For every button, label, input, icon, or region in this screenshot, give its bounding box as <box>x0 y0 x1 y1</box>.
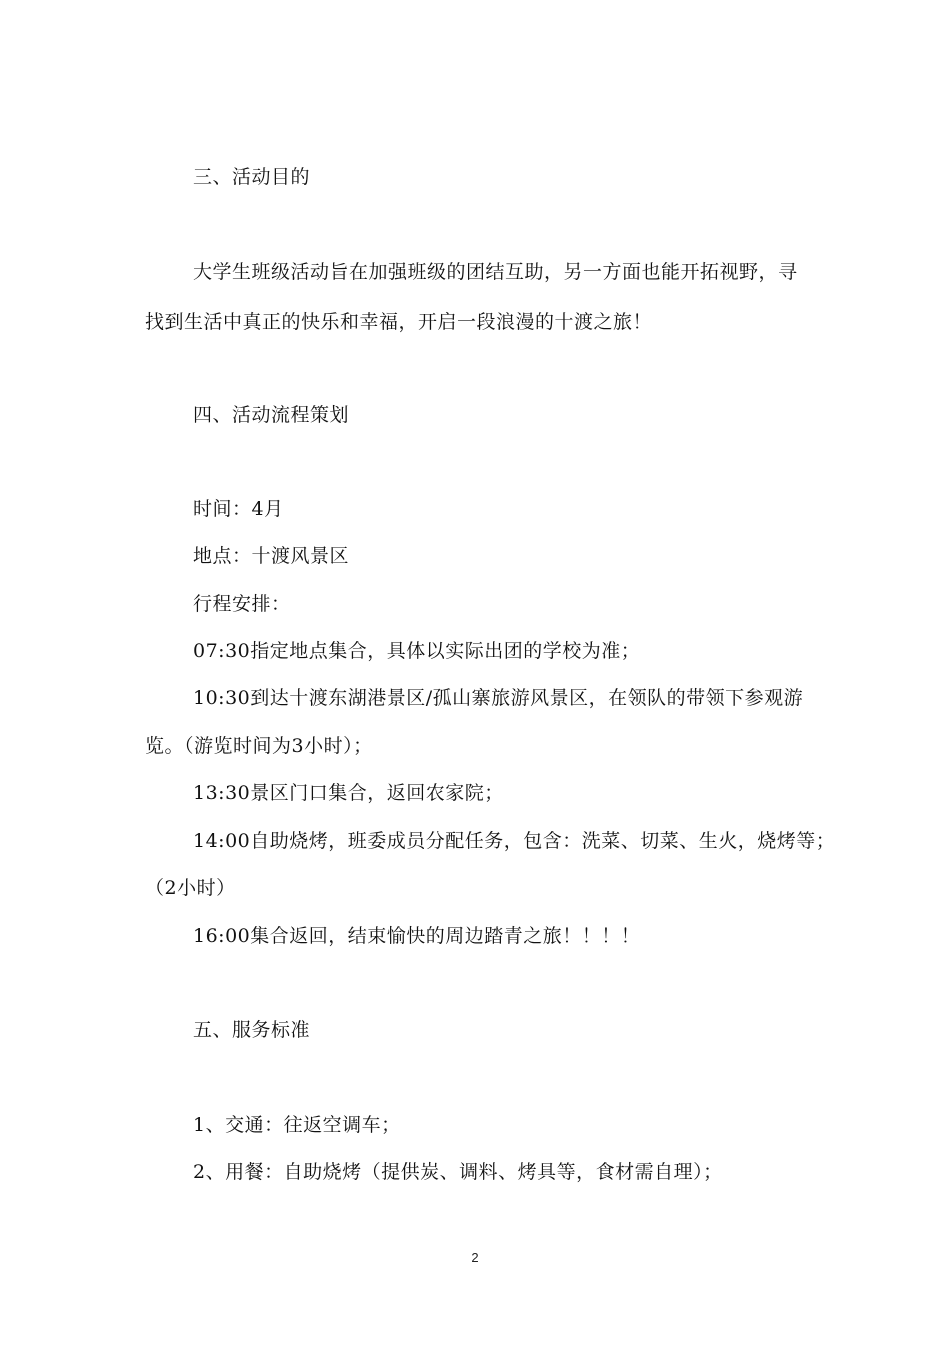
schedule-item: 16:00集合返回，结束愉快的周边踏青之旅！！！！ <box>193 925 641 947</box>
service-item: 1、交通：往返空调车； <box>193 1114 401 1136</box>
section-heading-service: 五、服务标准 <box>193 1019 311 1041</box>
section-heading-process: 四、活动流程策划 <box>193 404 350 426</box>
schedule-item: 13:30景区门口集合，返回农家院； <box>193 782 504 804</box>
service-item: 2、用餐：自助烧烤（提供炭、调料、烤具等，食材需自理）； <box>193 1161 723 1183</box>
schedule-item-continued: 览。（游览时间为3小时）； <box>145 735 373 757</box>
paragraph-line-place: 地点：十渡风景区 <box>193 545 350 567</box>
paragraph-line-schedule-label: 行程安排： <box>193 593 291 615</box>
schedule-item: 10:30到达十渡东湖港景区/孤山寨旅游风景区，在领队的带领下参观游 <box>193 687 804 709</box>
page-number: 2 <box>471 1250 479 1265</box>
paragraph-line-time: 时间：4月 <box>193 498 284 520</box>
section-heading-purpose: 三、活动目的 <box>193 166 311 188</box>
schedule-item: 14:00自助烧烤，班委成员分配任务，包含：洗菜、切菜、生火，烧烤等； <box>193 830 836 852</box>
schedule-item-continued: （2小时） <box>145 877 236 899</box>
paragraph-line: 大学生班级活动旨在加强班级的团结互助，另一方面也能开拓视野，寻 <box>193 261 798 283</box>
schedule-item: 07:30指定地点集合，具体以实际出团的学校为准； <box>193 640 641 662</box>
paragraph-line: 找到生活中真正的快乐和幸福，开启一段浪漫的十渡之旅！ <box>145 311 653 333</box>
